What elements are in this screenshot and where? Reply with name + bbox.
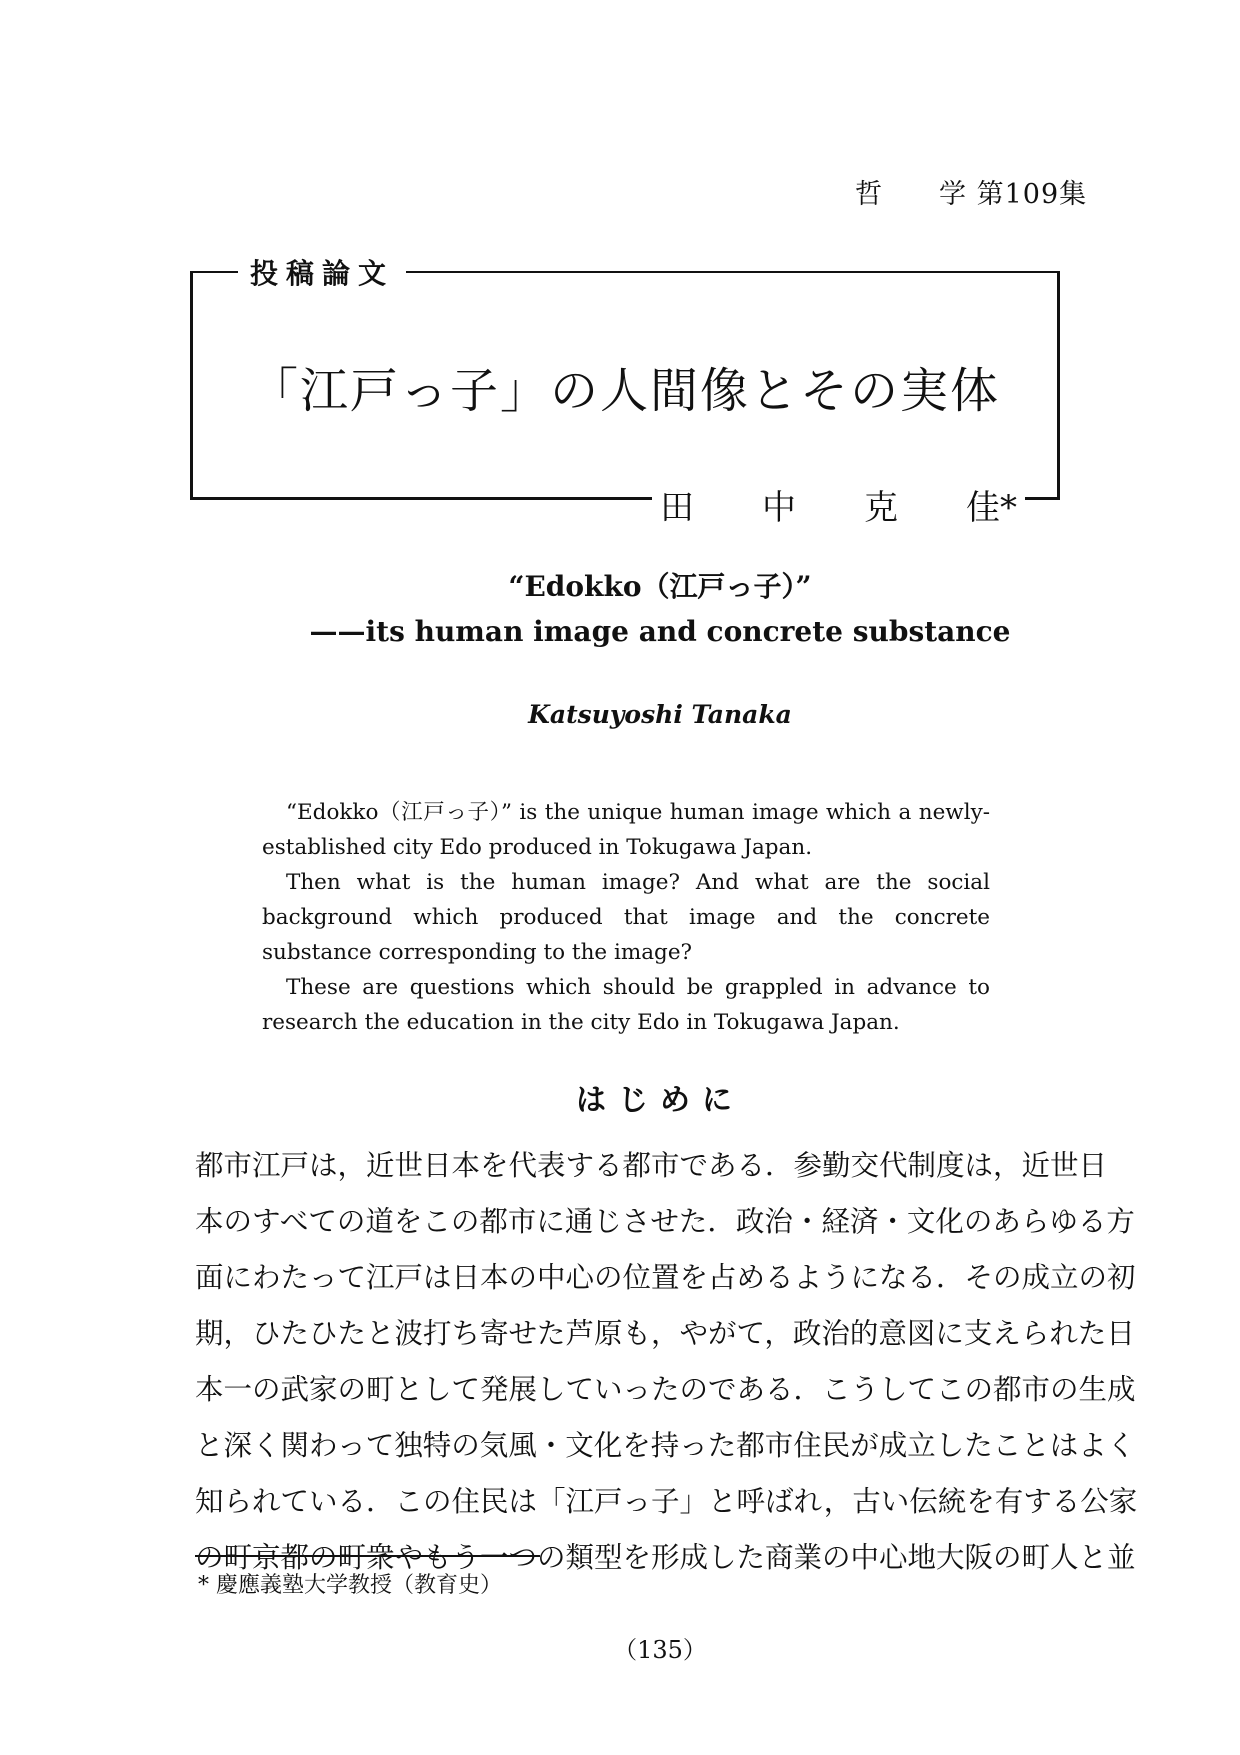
- body-line: 期，ひたひたと波打ち寄せた芦原も，やがて，政治的意図に支えられた日: [195, 1317, 1135, 1350]
- footnote: * 慶應義塾大学教授（教育史）: [198, 1573, 502, 1598]
- body-line: 都市江戸は，近世日本を代表する都市である．参勤交代制度は，近世日: [195, 1149, 1108, 1182]
- section-heading: はじめに: [576, 1083, 744, 1118]
- body-line: の町京都の町衆やもう一つの類型を形成した商業の中心地大阪の町人と並: [195, 1541, 1136, 1574]
- journal-header: 哲 学 第109集: [855, 179, 1088, 210]
- abstract-paragraph: Then what is the human image? And what are the social background which produced that image and the concrete substance corresponding to the image?: [262, 870, 990, 965]
- abstract-paragraph: These are questions which should be grappled in advance to research the education in the city Edo in Tokugawa Japan.: [262, 975, 990, 1035]
- footnote-rule: [195, 1555, 540, 1557]
- japanese-title: 「江戸っ子」の人間像とその実体: [249, 363, 1000, 419]
- abstract: [262, 795, 990, 1040]
- english-author: Katsuyoshi Tanaka: [528, 700, 792, 729]
- english-title-line2: ——its human image and concrete substance: [309, 615, 1011, 648]
- body-line: 本のすべての道をこの都市に通じさせた．政治・経済・文化のあらゆる方: [195, 1205, 1135, 1238]
- abstract-paragraph: “Edokko（江戸っ子）” is the unique human image which a newly-established city Edo produced in Tokugawa Japan.: [262, 800, 990, 860]
- body-line: と深く関わって独特の気風・文化を持った都市住民が成立したことはよく: [195, 1429, 1136, 1462]
- body-line: 本一の武家の町として発展していったのである．こうしてこの都市の生成: [195, 1373, 1136, 1406]
- english-title-line1: “Edokko（江戸っ子）”: [508, 570, 812, 603]
- japanese-author: 田 中 克 佳*: [652, 480, 1025, 529]
- body-line: 知られている．この住民は「江戸っ子」と呼ばれ，古い伝統を有する公家: [195, 1485, 1138, 1518]
- body-line: 面にわたって江戸は日本の中心の位置を占めるようになる．その成立の初: [195, 1261, 1136, 1294]
- article-type-label: 投稿論文: [238, 252, 406, 292]
- page-number: （135）: [613, 1636, 707, 1664]
